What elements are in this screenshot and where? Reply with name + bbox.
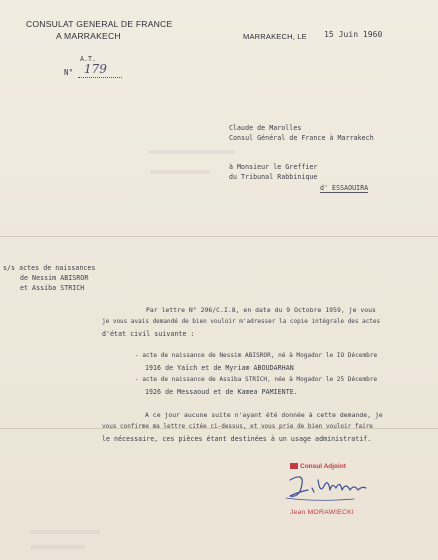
body-item-2-line-1: - acte de naissance de Assiba STRICH, née à Mogador le 25 Décembre (135, 376, 378, 383)
bleed-through-mark (30, 545, 85, 549)
body-p2-line-1: A ce jour aucune suite n'ayant été donnée à cette demande, je (145, 411, 383, 419)
recipient-city: d' ESSAOUIRA (320, 184, 369, 192)
body-p1-line-2: je vous avais demandé de bien vouloir m'adresser la copie intégrale des actes (102, 318, 381, 325)
body-item-2-line-2: 1926 de Messaoud et de Kamea PAMIENTE. (145, 388, 298, 396)
bleed-through-mark (30, 530, 100, 534)
bleed-through-mark (150, 170, 210, 174)
fold-line (0, 236, 438, 237)
subject-line-1: s/s actes de naissances (3, 264, 96, 272)
reference-number (84, 62, 107, 76)
sender-name: Claude de Marolles (229, 124, 302, 132)
body-p1-line-1: Par lettre N° 296/C.I.8, en date du 9 Octobre 1959, je vous (146, 306, 376, 314)
body-p2-line-3: le nécessaire, ces pièces étant destinées à un usage administratif. (102, 435, 372, 443)
number-label: N° (64, 68, 74, 77)
body-p1-line-3: d'état civil suivante : (102, 330, 195, 338)
consulate-city: A MARRAKECH (56, 31, 121, 41)
recipient-line-1: à Monsieur le Greffier (229, 163, 318, 171)
place-date-label: MARRAKECH, LE (243, 32, 307, 41)
sender-title: Consul Général de France à Marrakech (229, 134, 374, 142)
letter-date: 15 Juin 1960 (324, 30, 383, 39)
bleed-through-mark (150, 150, 235, 154)
reference-number-underline (78, 77, 122, 78)
consulate-name: CONSULAT GENERAL DE FRANCE (26, 19, 173, 29)
handwritten-signature (284, 468, 374, 508)
body-item-1-line-2: 1916 de Yaïch et de Myriam ABOUDARHAN (145, 364, 294, 372)
subject-line-2: de Nessim ABISROR (20, 274, 89, 282)
reference-number-value: 179 (84, 62, 107, 76)
recipient-line-2: du Tribunal Rabbinique (229, 173, 318, 181)
signatory-name: Jean MORAWIECKI (290, 509, 354, 516)
body-p2-line-2: vous confirme ma lettre citée ci-dessus, et vous prie de bien vouloir faire (102, 423, 373, 430)
subject-line-3: et Assiba STRICH (20, 284, 85, 292)
stamp-title-text: Consul Adjoint (300, 463, 346, 470)
body-item-1-line-1: - acte de naissance de Nessim ABISROR, né à Mogador le IO Décembre (135, 352, 378, 359)
reference-label: A.T. (80, 55, 97, 63)
